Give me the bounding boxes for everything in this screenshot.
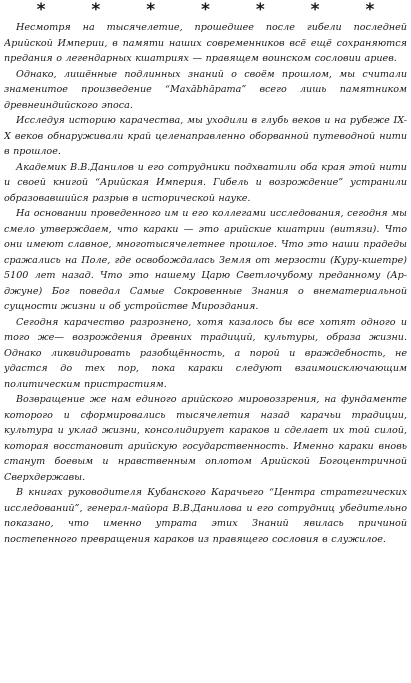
paragraph-3: Исследуя историю карачества, мы уходили в глубь веков и на рубеже IX-X веков обнаруживали край целенаправленно оборванной путеводной нити в прошлое. <box>4 115 407 157</box>
section-separator: * * * * * * * <box>36 0 395 20</box>
paragraph-8: В книгах руководителя Кубанского Карачьего “Центра стратегических исследований”, генерал-майора В.В.Данилова и его сотрудниц убедительно показано, что именно утрата этих Знаний явилась причиной постепенного превращения караков из правящего сословия в служилое. <box>4 487 407 545</box>
paragraph-6: Сегодня карачество разрознено, хотя казалось бы все хотят одного и того же— возрождения древних традиций, культуры, образа жизни. Однако ликвидировать разобщённость, а порой и враждебность, не удастся до тех пор, пока караки следуют взаимоисключающим политическим пристрастиям. <box>4 316 407 390</box>
paragraph-2: Однако, лишённые подлинных знаний о своём прошлом, мы считали знаменитое произведение “Махābhāрата” всего лишь памятником древнеиндийского эпоса. <box>4 68 407 111</box>
document-page <box>4 0 407 683</box>
paragraph-1: Несмотря на тысячелетие, прошедшее после гибели последней Арийской Империи, в памяти наших современников всё ещё сохраняются предания о легендарных кшатриях — правящем воинском сословии ариев. <box>4 22 407 64</box>
paragraph-4: Академик В.В.Данилов и его сотрудники подхватили оба края этой нити и своей книгой “Арийская Империя. Гибель и возрождение” устранили образовавшийся разрыв в исторической науке. <box>4 161 407 204</box>
paragraph-7: Возвращение же нам единого арийского мировоззрения, на фундаменте которого и сформировались тысячелетия назад карачьи традиции, культура и уклад жизни, консолидирует караков и сделает их той силой, которая восстановит арийскую государственность. Именно караки вновь станут боевым и нравственным оплотом Арийской Богоцентричной Сверхдержавы. <box>4 394 407 483</box>
paragraph-5: На основании проведенного им и его коллегами исследования, сегодня мы смело утверждаем, что караки — это арийские кшатрии (витязи). Что они имеют славное, многотысячелетнее прошлое. Что это наши прадеды сражались на Поле, где освобождалась Земля от мерзости (Куру-кшетре) 5100 лет назад. Что это нашему Царю Светлочубому преданному (Ар-джуне) Бог поведал Самые Сокровенные Знания о внематериальной сущности жизни и об устройстве Мироздания. <box>4 208 407 312</box>
